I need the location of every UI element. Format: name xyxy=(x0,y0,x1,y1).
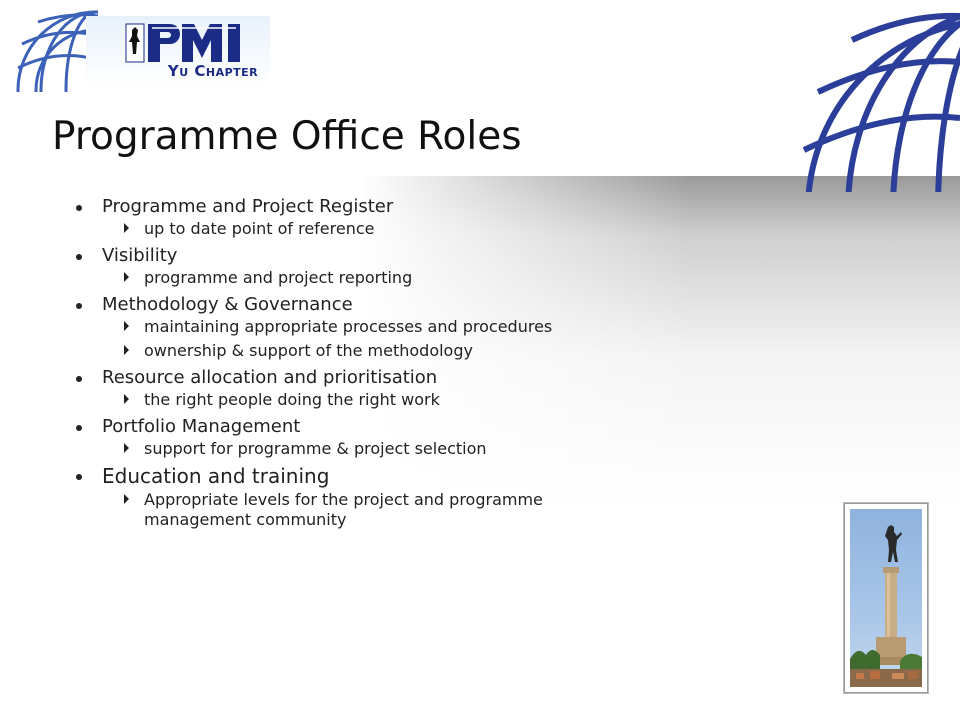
sub-list-item-label: ownership & support of the methodology xyxy=(144,341,473,360)
list-item-label: Portfolio Management xyxy=(102,416,301,437)
triangle-bullet-icon xyxy=(124,223,129,233)
logo-subtitle: Yu Chapter xyxy=(167,62,259,80)
globe-icon xyxy=(798,0,960,192)
list-item-label: Methodology & Governance xyxy=(102,294,353,315)
list-item xyxy=(62,365,702,390)
bullet-dot-icon xyxy=(76,474,82,480)
list-item xyxy=(62,463,702,488)
list-item-label: Education and training xyxy=(102,464,330,488)
list-item-label: Visibility xyxy=(102,245,178,266)
list-item-label: Resource allocation and prioritisation xyxy=(102,367,438,388)
sub-list-item xyxy=(62,490,702,510)
list-item xyxy=(62,243,702,268)
sub-list-item xyxy=(62,317,702,341)
sub-list-item-label: support for programme & project selection xyxy=(144,439,487,458)
slide-title: Programme Office Roles xyxy=(52,114,522,159)
sub-list-item-label: up to date point of reference xyxy=(144,219,375,238)
sub-list-item xyxy=(62,268,702,292)
bullet-dot-icon xyxy=(76,205,82,211)
sub-list-item-label: maintaining appropriate processes and procedures xyxy=(144,317,553,336)
pmi-logo xyxy=(86,16,270,86)
sub-list-item-label: programme and project reporting xyxy=(144,268,413,287)
triangle-bullet-icon xyxy=(124,345,129,355)
bullet-list xyxy=(62,194,702,530)
monument-photo xyxy=(850,509,922,687)
sub-list-item xyxy=(62,341,702,365)
monument-photo-frame xyxy=(843,502,929,694)
globe-icon xyxy=(8,8,98,92)
list-item-label: Programme and Project Register xyxy=(102,196,394,217)
sub-list-item xyxy=(62,390,702,414)
sub-list-item xyxy=(62,439,702,463)
sub-list-item-continuation xyxy=(62,510,702,530)
triangle-bullet-icon xyxy=(124,321,129,331)
bullet-dot-icon xyxy=(76,254,82,260)
sub-list-item-label: the right people doing the right work xyxy=(144,390,440,409)
list-item xyxy=(62,414,702,439)
list-item xyxy=(62,194,702,219)
triangle-bullet-icon xyxy=(124,494,129,504)
triangle-bullet-icon xyxy=(124,394,129,404)
sub-list-item xyxy=(62,219,702,243)
bullet-dot-icon xyxy=(76,376,82,382)
monument-illustration xyxy=(850,509,922,687)
list-item xyxy=(62,292,702,317)
sub-list-item-label: Appropriate levels for the project and programme xyxy=(144,490,543,509)
bullet-dot-icon xyxy=(76,303,82,309)
sub-list-item-label: management community xyxy=(144,510,347,529)
triangle-bullet-icon xyxy=(124,443,129,453)
triangle-bullet-icon xyxy=(124,272,129,282)
bullet-dot-icon xyxy=(76,425,82,431)
